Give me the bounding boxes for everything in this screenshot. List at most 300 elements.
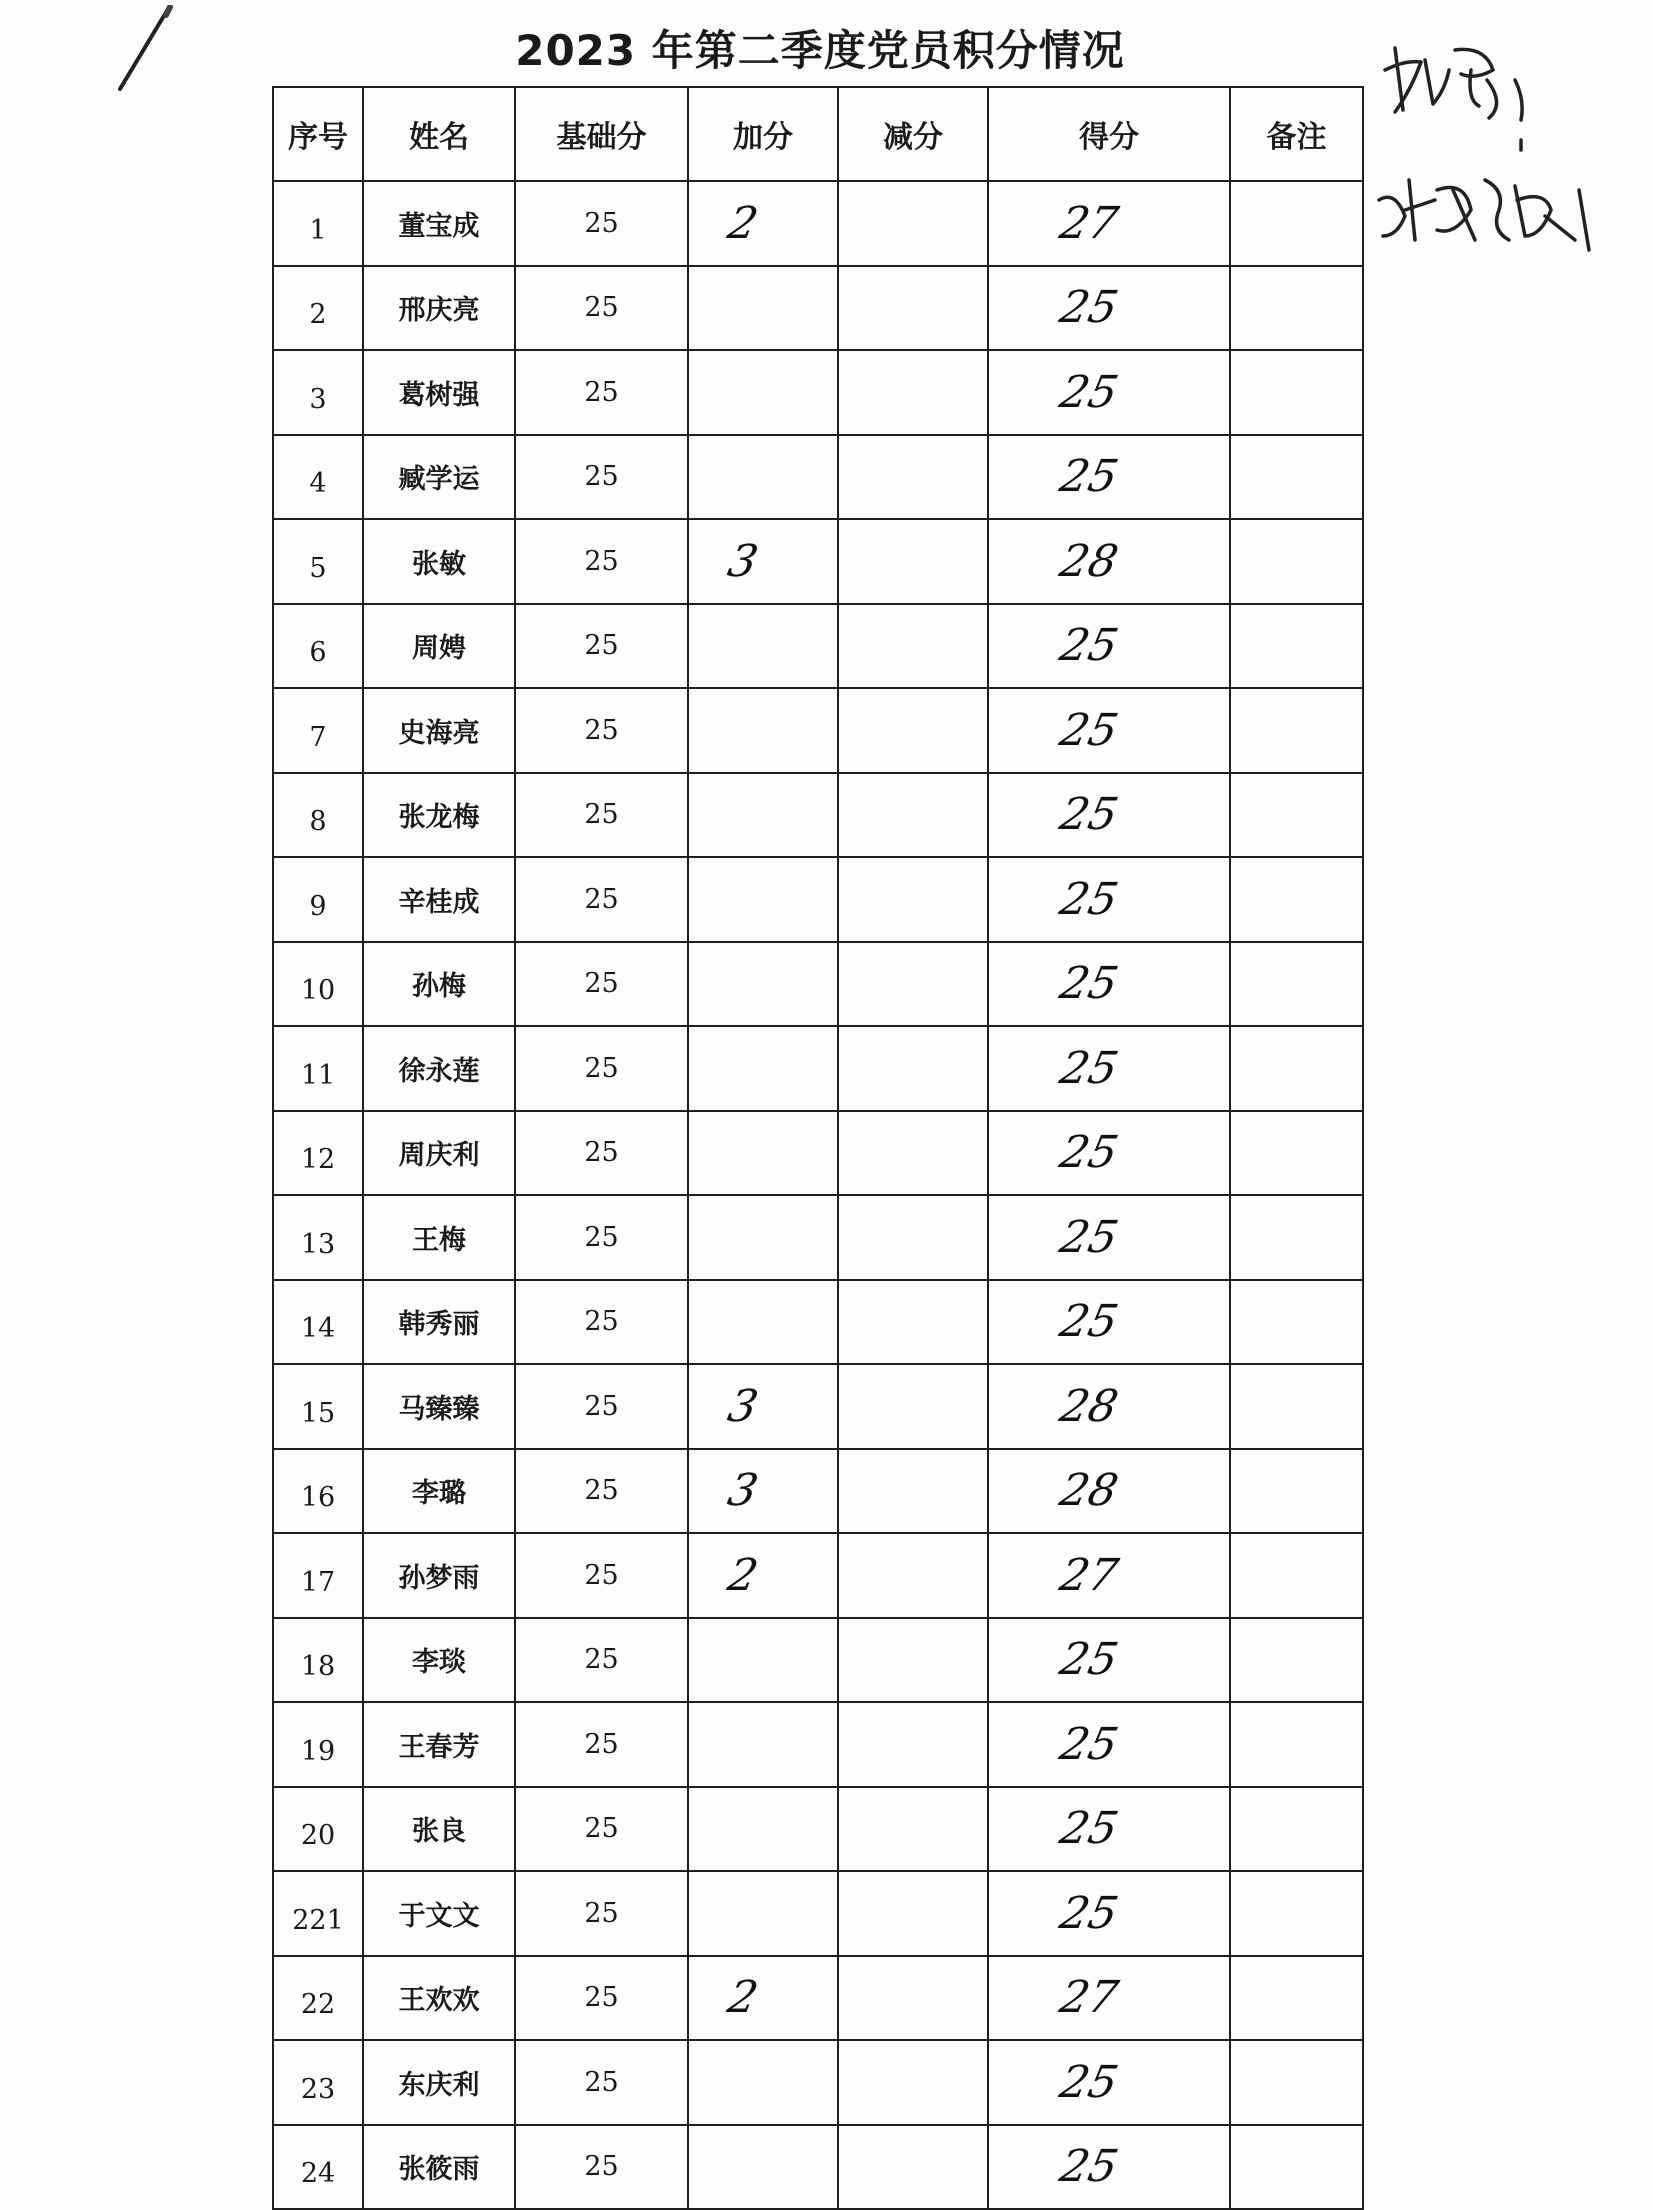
bonus-cell	[688, 604, 838, 689]
remark-cell	[1230, 1026, 1363, 1111]
table-row	[273, 2125, 1363, 2210]
base-score-cell	[515, 1871, 688, 1956]
total-score-cell	[988, 266, 1230, 351]
pen-stroke-mark	[110, 5, 180, 95]
member-name-cell	[363, 1449, 515, 1534]
table-row	[273, 1280, 1363, 1365]
member-name-cell-text: 东庆利	[398, 2069, 480, 2101]
deduction-cell	[838, 266, 988, 351]
total-score-cell-text: 27	[1055, 197, 1123, 249]
total-score-cell-text: 27	[1055, 1972, 1123, 2024]
bonus-cell-text: 2	[723, 197, 763, 249]
total-score-cell-text: 25	[1055, 1042, 1123, 1094]
remark-cell	[1230, 519, 1363, 604]
row-number-cell-text: 19	[300, 1735, 336, 1767]
member-name-cell	[363, 1364, 515, 1449]
base-score-cell	[515, 1533, 688, 1618]
base-score-cell-text: 25	[584, 1644, 619, 1676]
remark-cell	[1230, 773, 1363, 858]
row-number-cell	[273, 1956, 363, 2041]
table-row	[273, 2040, 1363, 2125]
base-score-cell-text: 25	[584, 1728, 619, 1760]
row-number-cell	[273, 435, 363, 520]
table-row	[273, 773, 1363, 858]
bonus-cell	[688, 1111, 838, 1196]
member-name-cell-text: 邢庆亮	[398, 295, 480, 327]
remark-cell	[1230, 1280, 1363, 1365]
member-name-cell-text: 周娉	[412, 633, 466, 665]
header-total-score: 得分	[988, 87, 1230, 181]
handwritten-signature	[1375, 40, 1615, 270]
member-name-cell-text: 葛树强	[398, 379, 480, 411]
base-score-cell-text: 25	[584, 1475, 619, 1507]
bonus-cell	[688, 773, 838, 858]
row-number-cell	[273, 1280, 363, 1365]
member-name-cell-text: 韩秀丽	[398, 1309, 480, 1341]
member-name-cell	[363, 435, 515, 520]
member-name-cell	[363, 857, 515, 942]
base-score-cell	[515, 435, 688, 520]
deduction-cell	[838, 2125, 988, 2210]
remark-cell	[1230, 181, 1363, 266]
row-number-cell-text: 11	[300, 1059, 336, 1091]
row-number-cell-text: 2	[309, 299, 327, 331]
member-name-cell	[363, 942, 515, 1027]
member-name-cell-text: 王春芳	[398, 1731, 480, 1763]
table-row	[273, 688, 1363, 773]
total-score-cell-text: 25	[1055, 2141, 1123, 2193]
base-score-cell	[515, 266, 688, 351]
base-score-cell-text: 25	[584, 292, 619, 324]
member-name-cell	[363, 1195, 515, 1280]
base-score-cell	[515, 1787, 688, 1872]
remark-cell	[1230, 1787, 1363, 1872]
total-score-cell	[988, 1618, 1230, 1703]
row-number-cell-text: 17	[300, 1566, 336, 1598]
table-row	[273, 350, 1363, 435]
member-name-cell-text: 周庆利	[398, 1140, 480, 1172]
total-score-cell	[988, 942, 1230, 1027]
member-name-cell-text: 于文文	[398, 1900, 480, 1932]
base-score-cell	[515, 181, 688, 266]
total-score-cell-text: 25	[1055, 1634, 1123, 1686]
deduction-cell	[838, 857, 988, 942]
total-score-cell-text: 25	[1055, 282, 1123, 334]
bonus-cell	[688, 1871, 838, 1956]
row-number-cell	[273, 1533, 363, 1618]
base-score-cell-text: 25	[584, 883, 619, 915]
member-name-cell-text: 董宝成	[398, 210, 480, 242]
base-score-cell-text: 25	[584, 1390, 619, 1422]
remark-cell	[1230, 350, 1363, 435]
member-name-cell	[363, 519, 515, 604]
base-score-cell	[515, 2040, 688, 2125]
total-score-cell-text: 28	[1055, 535, 1123, 587]
total-score-cell-text: 27	[1055, 1549, 1123, 1601]
member-name-cell-text: 史海亮	[398, 717, 480, 749]
deduction-cell	[838, 1364, 988, 1449]
party-member-score-table	[272, 86, 1364, 2210]
member-name-cell	[363, 350, 515, 435]
base-score-cell	[515, 1702, 688, 1787]
base-score-cell	[515, 773, 688, 858]
total-score-cell	[988, 350, 1230, 435]
total-score-cell	[988, 1026, 1230, 1111]
member-name-cell	[363, 773, 515, 858]
bonus-cell	[688, 1449, 838, 1534]
total-score-cell	[988, 1787, 1230, 1872]
deduction-cell	[838, 1195, 988, 1280]
member-name-cell-text: 张龙梅	[398, 802, 480, 834]
row-number-cell-text: 12	[300, 1144, 336, 1176]
base-score-cell-text: 25	[584, 207, 619, 239]
base-score-cell-text: 25	[584, 714, 619, 746]
total-score-cell-text: 25	[1055, 1127, 1123, 1179]
row-number-cell	[273, 2125, 363, 2210]
member-name-cell	[363, 266, 515, 351]
total-score-cell	[988, 519, 1230, 604]
member-name-cell-text: 孙梅	[412, 971, 466, 1003]
member-name-cell-text: 王梅	[412, 1224, 466, 1256]
total-score-cell-text: 25	[1055, 366, 1123, 418]
member-name-cell-text: 王欢欢	[398, 1985, 480, 2017]
header-base-score: 基础分	[515, 87, 688, 181]
member-name-cell-text: 张筱雨	[398, 2154, 480, 2186]
base-score-cell-text: 25	[584, 545, 619, 577]
base-score-cell	[515, 604, 688, 689]
remark-cell	[1230, 604, 1363, 689]
member-name-cell	[363, 1618, 515, 1703]
row-number-cell	[273, 266, 363, 351]
row-number-cell-text: 15	[300, 1397, 336, 1429]
table-row	[273, 1618, 1363, 1703]
total-score-cell	[988, 2125, 1230, 2210]
deduction-cell	[838, 773, 988, 858]
member-name-cell	[363, 2125, 515, 2210]
header-name: 姓名	[363, 87, 515, 181]
row-number-cell	[273, 181, 363, 266]
title-area	[500, 18, 1140, 78]
table-row	[273, 181, 1363, 266]
total-score-cell-text: 25	[1055, 1296, 1123, 1348]
base-score-cell	[515, 350, 688, 435]
remark-cell	[1230, 1702, 1363, 1787]
table-row	[273, 1702, 1363, 1787]
base-score-cell-text: 25	[584, 1982, 619, 2014]
total-score-cell	[988, 857, 1230, 942]
deduction-cell	[838, 1280, 988, 1365]
bonus-cell-text: 3	[723, 535, 763, 587]
deduction-cell	[838, 1787, 988, 1872]
remark-cell	[1230, 266, 1363, 351]
member-name-cell-text: 马臻臻	[398, 1393, 480, 1425]
bonus-cell	[688, 1364, 838, 1449]
bonus-cell	[688, 2040, 838, 2125]
table-row	[273, 1956, 1363, 2041]
bonus-cell	[688, 1195, 838, 1280]
total-score-cell	[988, 435, 1230, 520]
member-name-cell	[363, 1026, 515, 1111]
total-score-cell	[988, 1449, 1230, 1534]
header-remark: 备注	[1230, 87, 1363, 181]
table-body	[273, 181, 1363, 2209]
row-number-cell	[273, 1195, 363, 1280]
row-number-cell	[273, 1871, 363, 1956]
deduction-cell	[838, 1702, 988, 1787]
remark-cell	[1230, 857, 1363, 942]
base-score-cell	[515, 1618, 688, 1703]
remark-cell	[1230, 1111, 1363, 1196]
member-name-cell-text: 李琰	[412, 1647, 466, 1679]
total-score-cell	[988, 1702, 1230, 1787]
remark-cell	[1230, 1871, 1363, 1956]
table-row	[273, 435, 1363, 520]
base-score-cell	[515, 1026, 688, 1111]
member-name-cell-text: 辛桂成	[398, 886, 480, 918]
member-name-cell	[363, 1280, 515, 1365]
row-number-cell-text: 16	[300, 1482, 336, 1514]
base-score-cell	[515, 1449, 688, 1534]
remark-cell	[1230, 1449, 1363, 1534]
base-score-cell-text: 25	[584, 1559, 619, 1591]
bonus-cell	[688, 1702, 838, 1787]
deduction-cell	[838, 2040, 988, 2125]
row-number-cell	[273, 1449, 363, 1534]
bonus-cell	[688, 942, 838, 1027]
bonus-cell-text: 3	[723, 1380, 763, 1432]
row-number-cell	[273, 350, 363, 435]
row-number-cell	[273, 688, 363, 773]
base-score-cell	[515, 942, 688, 1027]
row-number-cell-text: 14	[300, 1313, 336, 1345]
total-score-cell	[988, 1364, 1230, 1449]
base-score-cell-text: 25	[584, 1813, 619, 1845]
deduction-cell	[838, 519, 988, 604]
table-row	[273, 1449, 1363, 1534]
row-number-cell-text: 1	[309, 214, 327, 246]
deduction-cell	[838, 1533, 988, 1618]
remark-cell	[1230, 2125, 1363, 2210]
row-number-cell	[273, 1111, 363, 1196]
bonus-cell	[688, 2125, 838, 2210]
total-score-cell	[988, 1280, 1230, 1365]
row-number-cell-text: 10	[300, 975, 336, 1007]
remark-cell	[1230, 1956, 1363, 2041]
member-name-cell	[363, 2040, 515, 2125]
total-score-cell	[988, 1871, 1230, 1956]
table-row	[273, 1111, 1363, 1196]
row-number-cell-text: 20	[300, 1820, 336, 1852]
row-number-cell	[273, 773, 363, 858]
deduction-cell	[838, 942, 988, 1027]
row-number-cell	[273, 1787, 363, 1872]
total-score-cell-text: 25	[1055, 789, 1123, 841]
member-name-cell	[363, 1702, 515, 1787]
base-score-cell-text: 25	[584, 2151, 619, 2183]
remark-cell	[1230, 1533, 1363, 1618]
total-score-cell-text: 25	[1055, 1718, 1123, 1770]
row-number-cell-text: 7	[309, 721, 327, 753]
deduction-cell	[838, 1618, 988, 1703]
bonus-cell-text: 2	[723, 1972, 763, 2024]
row-number-cell	[273, 519, 363, 604]
table-row	[273, 266, 1363, 351]
table-row	[273, 942, 1363, 1027]
base-score-cell-text: 25	[584, 1221, 619, 1253]
deduction-cell	[838, 1111, 988, 1196]
member-name-cell-text: 李璐	[412, 1478, 466, 1510]
remark-cell	[1230, 2040, 1363, 2125]
table-row	[273, 1533, 1363, 1618]
row-number-cell	[273, 942, 363, 1027]
row-number-cell	[273, 1364, 363, 1449]
total-score-cell-text: 25	[1055, 1887, 1123, 1939]
total-score-cell-text: 25	[1055, 873, 1123, 925]
total-score-cell	[988, 1111, 1230, 1196]
base-score-cell-text: 25	[584, 376, 619, 408]
deduction-cell	[838, 604, 988, 689]
member-name-cell	[363, 688, 515, 773]
bonus-cell	[688, 1787, 838, 1872]
member-name-cell-text: 徐永莲	[398, 1055, 480, 1087]
member-name-cell	[363, 1871, 515, 1956]
deduction-cell	[838, 1956, 988, 2041]
header-bonus: 加分	[688, 87, 838, 181]
bonus-cell-text: 2	[723, 1549, 763, 1601]
table-row	[273, 1364, 1363, 1449]
table-row	[273, 857, 1363, 942]
table-header-row	[273, 87, 1363, 181]
member-name-cell	[363, 1956, 515, 2041]
row-number-cell-text: 9	[309, 890, 327, 922]
member-name-cell-text: 孙梦雨	[398, 1562, 480, 1594]
bonus-cell	[688, 1956, 838, 2041]
base-score-cell	[515, 688, 688, 773]
table-row	[273, 1195, 1363, 1280]
total-score-cell-text: 25	[1055, 958, 1123, 1010]
deduction-cell	[838, 350, 988, 435]
total-score-cell	[988, 1195, 1230, 1280]
base-score-cell-text: 25	[584, 1306, 619, 1338]
table-row	[273, 519, 1363, 604]
remark-cell	[1230, 1364, 1363, 1449]
bonus-cell	[688, 266, 838, 351]
bonus-cell	[688, 1026, 838, 1111]
total-score-cell	[988, 2040, 1230, 2125]
total-score-cell-text: 25	[1055, 704, 1123, 756]
base-score-cell-text: 25	[584, 2066, 619, 2098]
row-number-cell-text: 4	[309, 468, 327, 500]
bonus-cell	[688, 435, 838, 520]
table-row	[273, 604, 1363, 689]
header-no: 序号	[273, 87, 363, 181]
bonus-cell-text: 3	[723, 1465, 763, 1517]
total-score-cell	[988, 773, 1230, 858]
remark-cell	[1230, 435, 1363, 520]
base-score-cell	[515, 1956, 688, 2041]
remark-cell	[1230, 942, 1363, 1027]
member-name-cell	[363, 181, 515, 266]
row-number-cell	[273, 857, 363, 942]
base-score-cell-text: 25	[584, 1137, 619, 1169]
row-number-cell-text: 13	[300, 1228, 336, 1260]
base-score-cell	[515, 1111, 688, 1196]
total-score-cell-text: 25	[1055, 451, 1123, 503]
deduction-cell	[838, 435, 988, 520]
base-score-cell	[515, 1195, 688, 1280]
bonus-cell	[688, 1280, 838, 1365]
row-number-cell-text: 22	[300, 1989, 336, 2021]
total-score-cell-text: 25	[1055, 2056, 1123, 2108]
base-score-cell-text: 25	[584, 461, 619, 493]
member-name-cell-text: 臧学运	[398, 464, 480, 496]
row-number-cell	[273, 604, 363, 689]
row-number-cell	[273, 1026, 363, 1111]
member-name-cell	[363, 1787, 515, 1872]
bonus-cell	[688, 857, 838, 942]
total-score-cell-text: 28	[1055, 1380, 1123, 1432]
base-score-cell-text: 25	[584, 630, 619, 662]
page-title: 2023 年第二季度党员积分情况	[515, 26, 1125, 75]
row-number-cell-text: 23	[300, 2073, 336, 2105]
row-number-cell-text: 18	[300, 1651, 336, 1683]
base-score-cell-text: 25	[584, 1897, 619, 1929]
table-row	[273, 1026, 1363, 1111]
deduction-cell	[838, 1449, 988, 1534]
total-score-cell	[988, 1956, 1230, 2041]
total-score-cell	[988, 181, 1230, 266]
remark-cell	[1230, 688, 1363, 773]
total-score-cell	[988, 604, 1230, 689]
base-score-cell	[515, 857, 688, 942]
base-score-cell	[515, 2125, 688, 2210]
row-number-cell	[273, 2040, 363, 2125]
row-number-cell	[273, 1618, 363, 1703]
row-number-cell-text: 5	[309, 552, 327, 584]
total-score-cell	[988, 1533, 1230, 1618]
bonus-cell	[688, 688, 838, 773]
member-name-cell	[363, 1111, 515, 1196]
total-score-cell-text: 28	[1055, 1465, 1123, 1517]
deduction-cell	[838, 688, 988, 773]
deduction-cell	[838, 181, 988, 266]
row-number-cell-text: 24	[300, 2158, 336, 2190]
table-row	[273, 1787, 1363, 1872]
remark-cell	[1230, 1618, 1363, 1703]
total-score-cell	[988, 688, 1230, 773]
header-deduction: 减分	[838, 87, 988, 181]
row-number-cell-text: 8	[309, 806, 327, 838]
bonus-cell	[688, 350, 838, 435]
row-number-cell-text: 221	[292, 1904, 344, 1936]
base-score-cell	[515, 1280, 688, 1365]
base-score-cell-text: 25	[584, 968, 619, 1000]
table-row	[273, 1871, 1363, 1956]
row-number-cell	[273, 1702, 363, 1787]
member-name-cell-text: 张良	[412, 1816, 466, 1848]
member-name-cell	[363, 1533, 515, 1618]
bonus-cell	[688, 1618, 838, 1703]
deduction-cell	[838, 1871, 988, 1956]
total-score-cell-text: 25	[1055, 620, 1123, 672]
row-number-cell-text: 3	[309, 383, 327, 415]
deduction-cell	[838, 1026, 988, 1111]
member-name-cell	[363, 604, 515, 689]
bonus-cell	[688, 181, 838, 266]
bonus-cell	[688, 1533, 838, 1618]
total-score-cell-text: 25	[1055, 1211, 1123, 1263]
base-score-cell-text: 25	[584, 799, 619, 831]
